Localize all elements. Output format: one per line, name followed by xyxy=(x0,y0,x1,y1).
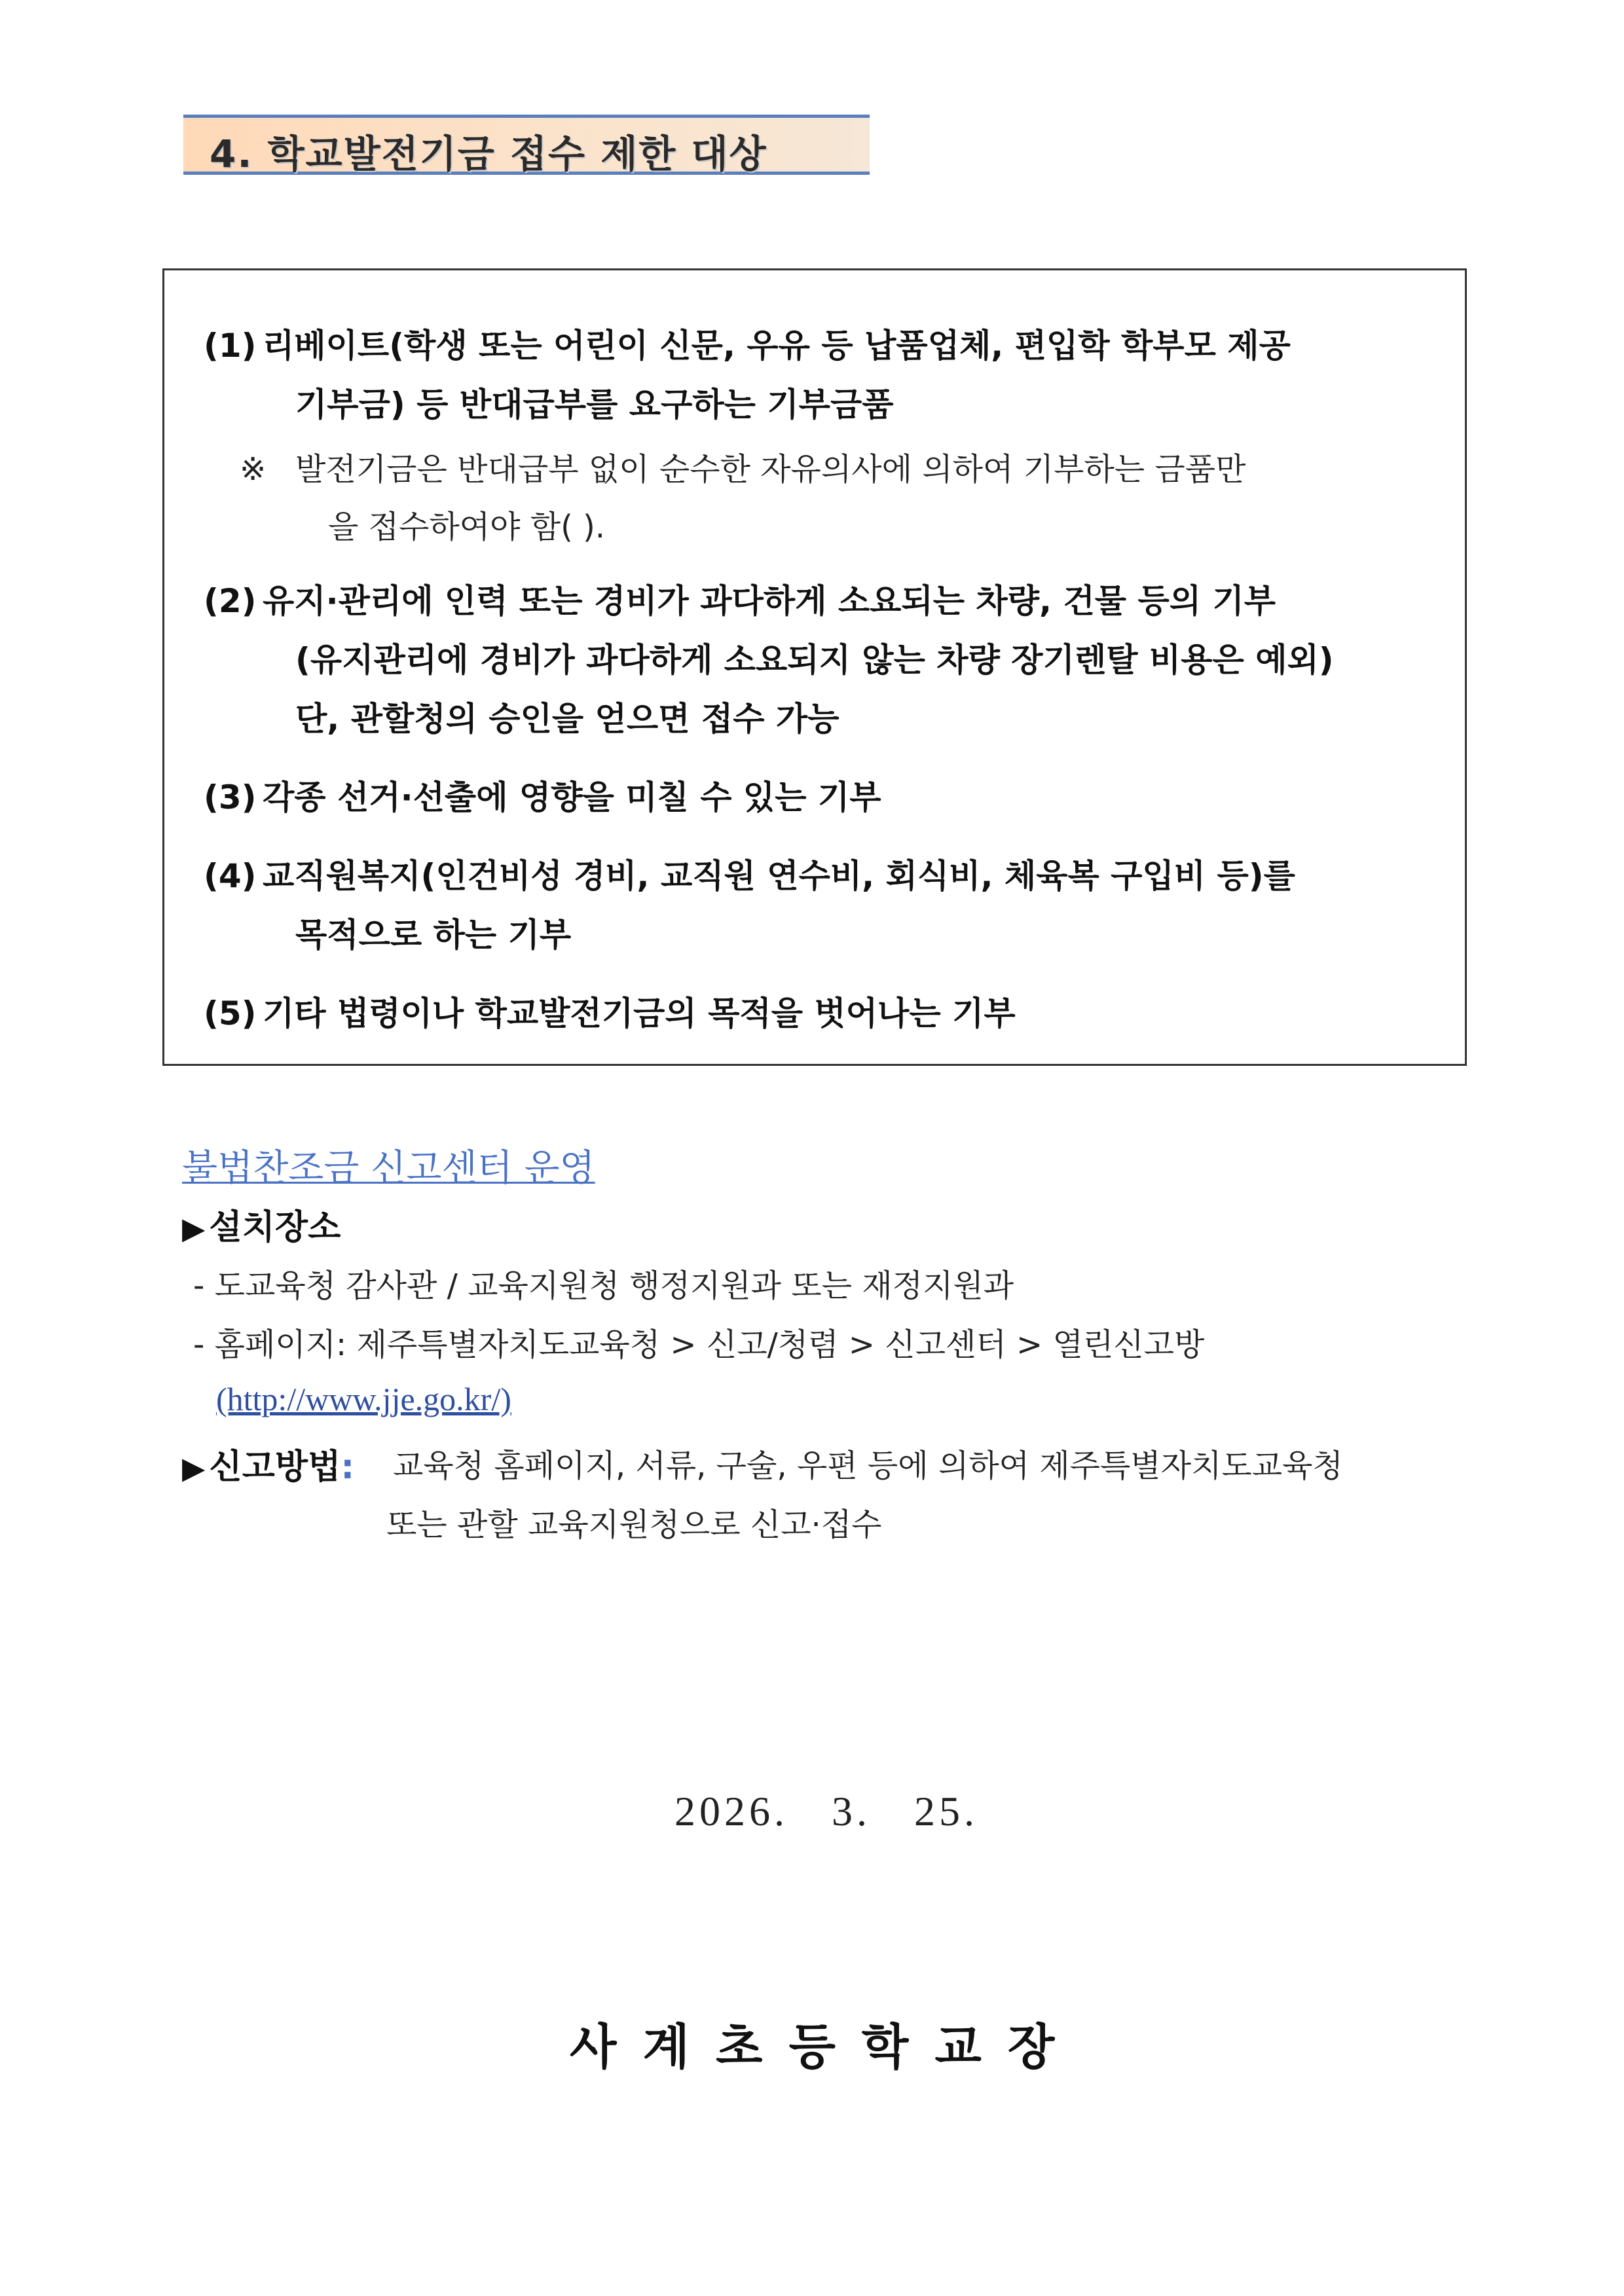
triangle-bullet-icon: ▶ xyxy=(182,1211,206,1246)
method-label: 신고방법 xyxy=(209,1448,341,1487)
item-number: (5) xyxy=(204,994,257,1032)
item-number: (1) xyxy=(204,327,257,365)
principal-signature: 사계초등학교장 xyxy=(570,2019,1081,2075)
method-heading: ▶ 신고방법: xyxy=(182,1448,355,1487)
website-link[interactable]: (http://www.jje.go.kr/) xyxy=(216,1381,511,1417)
item-number: (4) xyxy=(204,857,257,895)
item-number: (3) xyxy=(204,778,257,816)
location-item: - 도교육청 감사관 / 교육지원청 행정지원과 또는 재정지원과 xyxy=(193,1267,1014,1304)
method-text: 또는 관할 교육지원청으로 신고·접수 xyxy=(386,1506,882,1543)
item-text: 교직원복지(인건비성 경비, 교직원 연수비, 회식비, 체육복 구입비 등)를 xyxy=(263,857,1295,895)
note-text: 발전기금은 반대급부 없이 순수한 자유의사에 의하여 기부하는 금품만 xyxy=(295,451,1246,488)
report-center-title: 불법찬조금 신고센터 운영 xyxy=(182,1147,595,1190)
item-text: 리베이트(학생 또는 어린이 신문, 우유 등 납품업체, 편입학 학부모 제공 xyxy=(263,327,1291,365)
section-heading xyxy=(183,115,870,175)
note-text: 을 접수하여야 함( ). xyxy=(328,509,606,545)
item-text: 유지·관리에 인력 또는 경비가 과다하게 소요되는 차량, 건물 등의 기부 xyxy=(263,582,1276,620)
item-text: 기타 법령이나 학교발전기금의 목적을 벗어나는 기부 xyxy=(263,994,1016,1032)
location-item: - 홈페이지: 제주특별자치도교육청 > 신고/청렴 > 신고센터 > 열린신고방 xyxy=(193,1326,1205,1363)
item-text: (유지관리에 경비가 과다하게 소요되지 않는 차량 장기렌탈 비용은 예외) xyxy=(295,641,1334,679)
method-text: 교육청 홈페이지, 서류, 구술, 우편 등에 의하여 제주특별자치도교육청 xyxy=(393,1448,1343,1484)
item-number: (2) xyxy=(204,582,257,620)
restriction-box xyxy=(162,268,1467,1066)
item-text: 기부금) 등 반대급부를 요구하는 기부금품 xyxy=(295,386,894,424)
item-text: 목적으로 하는 기부 xyxy=(295,916,572,954)
triangle-bullet-icon: ▶ xyxy=(182,1450,206,1485)
section-heading-text: 4. 학교발전기금 접수 제한 대상 xyxy=(210,132,767,176)
item-text: 단, 관할청의 승인을 얻으면 접수 가능 xyxy=(295,700,840,738)
item-text: 각종 선거·선출에 영향을 미칠 수 있는 기부 xyxy=(263,778,881,816)
location-label: 설치장소 xyxy=(209,1208,341,1247)
document-date: 2026. 3. 25. xyxy=(674,1788,978,1834)
location-heading xyxy=(182,1199,341,1248)
reference-mark: ※ xyxy=(240,451,267,488)
